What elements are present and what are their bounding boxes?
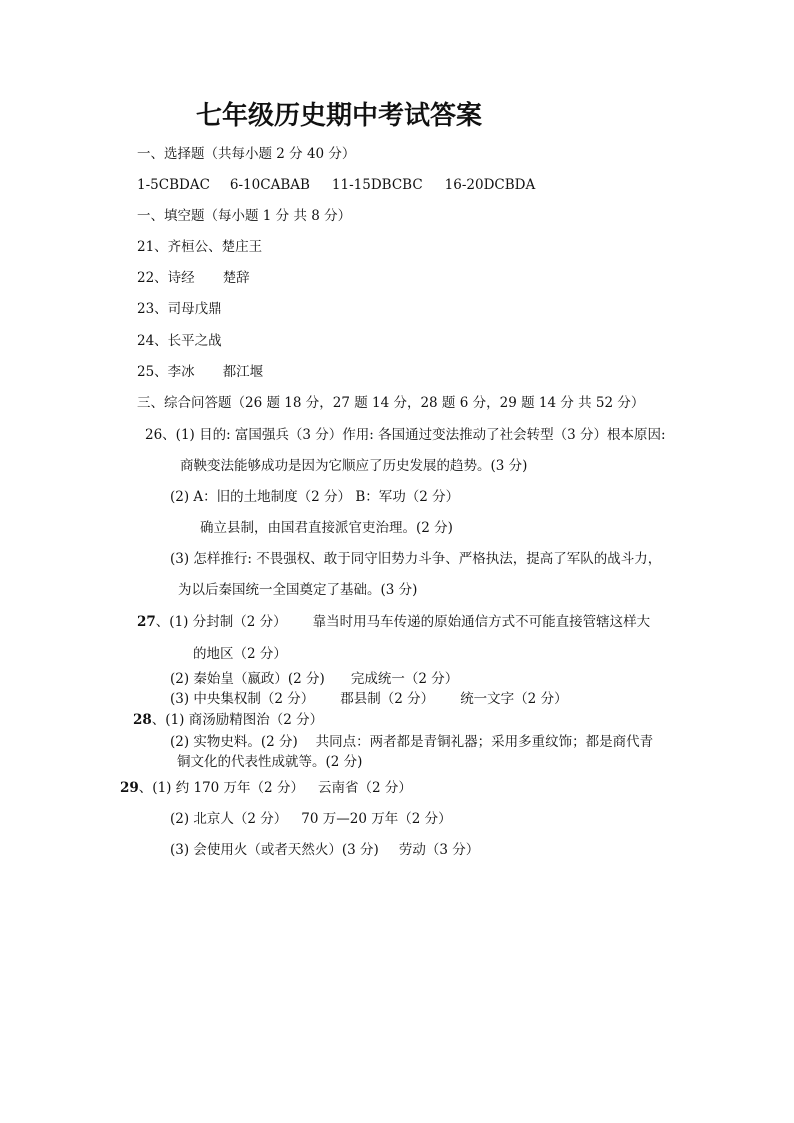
answer-24: 24、长平之战 <box>137 333 222 349</box>
page-title: 七年级历史期中考试答案 <box>196 101 483 131</box>
answer-28-line-1 <box>133 711 323 729</box>
answer-28-line-3: 铜文化的代表性成就等。(2 分) <box>177 754 363 770</box>
answer-29-part-3b: 劳动（3 分） <box>398 842 480 858</box>
answer-21: 21、齐桓公、楚庄王 <box>137 239 263 255</box>
answer-26-line-1: 26、(1) 目的: 富国强兵（3 分）作用: 各国通过变法推动了社会转型（3 分）根本原因: <box>145 427 666 443</box>
question-number-28: 28 <box>133 712 152 728</box>
answer-22-part-a: 22、诗经 <box>137 270 195 286</box>
answer-25 <box>137 363 263 381</box>
answer-28-line-2: (2) 实物史料。(2 分) 共同点：两者都是青铜礼器；采用多重纹饰；都是商代青 <box>170 734 654 750</box>
answer-29-part-2a: (2) 北京人（2 分） <box>170 811 288 827</box>
answer-29-part-1b: 云南省（2 分） <box>317 780 412 796</box>
answer-29-part-1a: 、(1) 约 170 万年（2 分） <box>138 780 304 796</box>
answer-27-part-3c: 统一文字（2 分） <box>460 691 568 707</box>
answer-27-line-3 <box>170 670 458 688</box>
answer-22 <box>137 269 250 287</box>
choice-answers-1-5: 1-5CBDAC <box>137 177 210 193</box>
answer-26-line-2: 商鞅变法能够成功是因为它顺应了历史发展的趋势。(3 分) <box>180 458 528 474</box>
choice-answers-11-15: 11-15DBCBC <box>331 177 423 193</box>
question-number-27: 27 <box>137 614 156 630</box>
question-number-29: 29 <box>120 780 139 796</box>
choice-answers-6-10: 6-10CABAB <box>229 177 310 193</box>
answer-27-part-1a: 、(1) 分封制（2 分） <box>155 614 287 630</box>
answer-29-line-1 <box>120 779 412 797</box>
answer-27-part-2b: 完成统一（2 分） <box>350 671 459 687</box>
answer-23: 23、司母戊鼎 <box>137 301 222 317</box>
answer-27-part-1b: 靠当时用马车传递的原始通信方式不可能直接管辖这样大 <box>312 614 651 630</box>
answer-29-line-2 <box>170 810 452 828</box>
section-choice-heading: 一、选择题（共每小题 2 分 40 分） <box>137 146 356 162</box>
answer-29-part-3a: (3) 会使用火（或者天然火）(3 分) <box>170 842 379 858</box>
section-essay-heading: 三、综合问答题（26 题 18 分，27 题 14 分，28 题 6 分，29 题 14 分 共 52 分） <box>137 395 645 411</box>
choice-answers-row <box>137 176 535 194</box>
answer-26-line-6: 为以后秦国统一全国奠定了基础。(3 分) <box>178 582 418 598</box>
answer-27-line-1 <box>137 613 650 631</box>
answer-25-part-b: 都江堰 <box>222 364 264 380</box>
answer-27-line-2: 的地区（2 分） <box>193 646 287 662</box>
answer-27-part-3a: (3) 中央集权制（2 分） <box>170 691 315 707</box>
answer-26-line-4: 确立县制，由国君直接派官吏治理。(2 分) <box>200 520 453 536</box>
answer-27-part-3b: 郡县制（2 分） <box>340 691 435 707</box>
answer-28-part-1: 、(1) 商汤励精图治（2 分） <box>151 712 324 728</box>
choice-answers-16-20: 16-20DCBDA <box>444 177 536 193</box>
answer-27-line-4 <box>170 690 568 708</box>
answer-26-line-3: (2) A：旧的土地制度（2 分） B：军功（2 分） <box>170 489 460 505</box>
answer-27-part-2a: (2) 秦始皇（嬴政）(2 分) <box>170 671 325 687</box>
answer-25-part-a: 25、李冰 <box>137 364 195 380</box>
answer-26-line-5: (3) 怎样推行: 不畏强权、敢于同守旧势力斗争、严格执法，提高了军队的战斗力， <box>170 551 662 567</box>
answer-29-line-3 <box>170 841 479 859</box>
answer-29-part-2b: 70 万—20 万年（2 分） <box>301 811 452 827</box>
section-fill-heading: 一、填空题（每小题 1 分 共 8 分） <box>137 208 352 224</box>
answer-22-part-b: 楚辞 <box>222 270 250 286</box>
